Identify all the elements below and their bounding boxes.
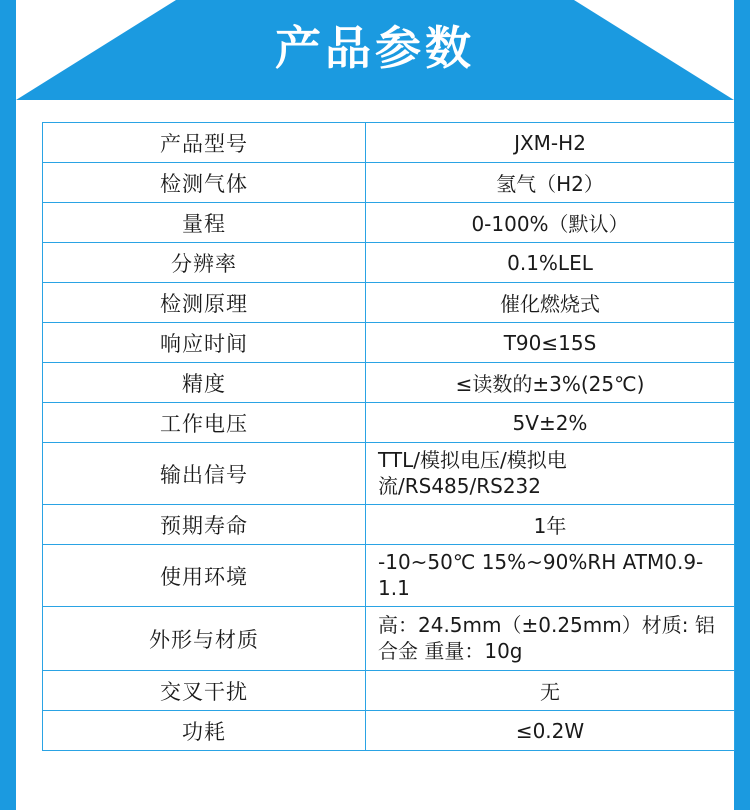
spec-value: 高：24.5mm（±0.25mm）材质: 铝合金 重量：10g bbox=[366, 607, 735, 671]
spec-value: -10~50℃ 15%~90%RH ATM0.9-1.1 bbox=[366, 545, 735, 607]
page-title: 产品参数 bbox=[275, 21, 475, 75]
spec-value: TTL/模拟电压/模拟电流/RS485/RS232 bbox=[366, 443, 735, 505]
specifications-table-body bbox=[43, 123, 735, 751]
right-accent-bar bbox=[734, 0, 750, 810]
table-row bbox=[43, 607, 735, 671]
spec-label: 交叉干扰 bbox=[43, 671, 366, 711]
spec-label: 功耗 bbox=[43, 711, 366, 751]
spec-value: 催化燃烧式 bbox=[366, 283, 735, 323]
table-row bbox=[43, 243, 735, 283]
spec-label: 分辨率 bbox=[43, 243, 366, 283]
spec-label: 量程 bbox=[43, 203, 366, 243]
spec-value: 无 bbox=[366, 671, 735, 711]
table-row bbox=[43, 505, 735, 545]
table-row bbox=[43, 123, 735, 163]
spec-value: JXM-H2 bbox=[366, 123, 735, 163]
spec-value: T90≤15S bbox=[366, 323, 735, 363]
spec-label: 检测原理 bbox=[43, 283, 366, 323]
table-row bbox=[43, 403, 735, 443]
spec-value: 氢气（H2） bbox=[366, 163, 735, 203]
spec-value: ≤读数的±3%(25℃) bbox=[366, 363, 735, 403]
spec-value: 0-100%（默认） bbox=[366, 203, 735, 243]
spec-label: 精度 bbox=[43, 363, 366, 403]
spec-value: 1年 bbox=[366, 505, 735, 545]
spec-label: 外形与材质 bbox=[43, 607, 366, 671]
spec-label: 产品型号 bbox=[43, 123, 366, 163]
table-row bbox=[43, 163, 735, 203]
spec-label: 响应时间 bbox=[43, 323, 366, 363]
spec-label: 工作电压 bbox=[43, 403, 366, 443]
banner bbox=[0, 0, 750, 100]
spec-label: 预期寿命 bbox=[43, 505, 366, 545]
table-row bbox=[43, 545, 735, 607]
spec-label: 输出信号 bbox=[43, 443, 366, 505]
spec-value: 0.1%LEL bbox=[366, 243, 735, 283]
table-row bbox=[43, 671, 735, 711]
table-row bbox=[43, 323, 735, 363]
spec-label: 检测气体 bbox=[43, 163, 366, 203]
spec-value: ≤0.2W bbox=[366, 711, 735, 751]
spec-value: 5V±2% bbox=[366, 403, 735, 443]
table-row bbox=[43, 711, 735, 751]
table-row bbox=[43, 443, 735, 505]
left-accent-bar bbox=[0, 0, 16, 810]
table-row bbox=[43, 363, 735, 403]
spec-label: 使用环境 bbox=[43, 545, 366, 607]
table-row bbox=[43, 283, 735, 323]
table-row bbox=[43, 203, 735, 243]
specifications-table bbox=[42, 122, 735, 751]
